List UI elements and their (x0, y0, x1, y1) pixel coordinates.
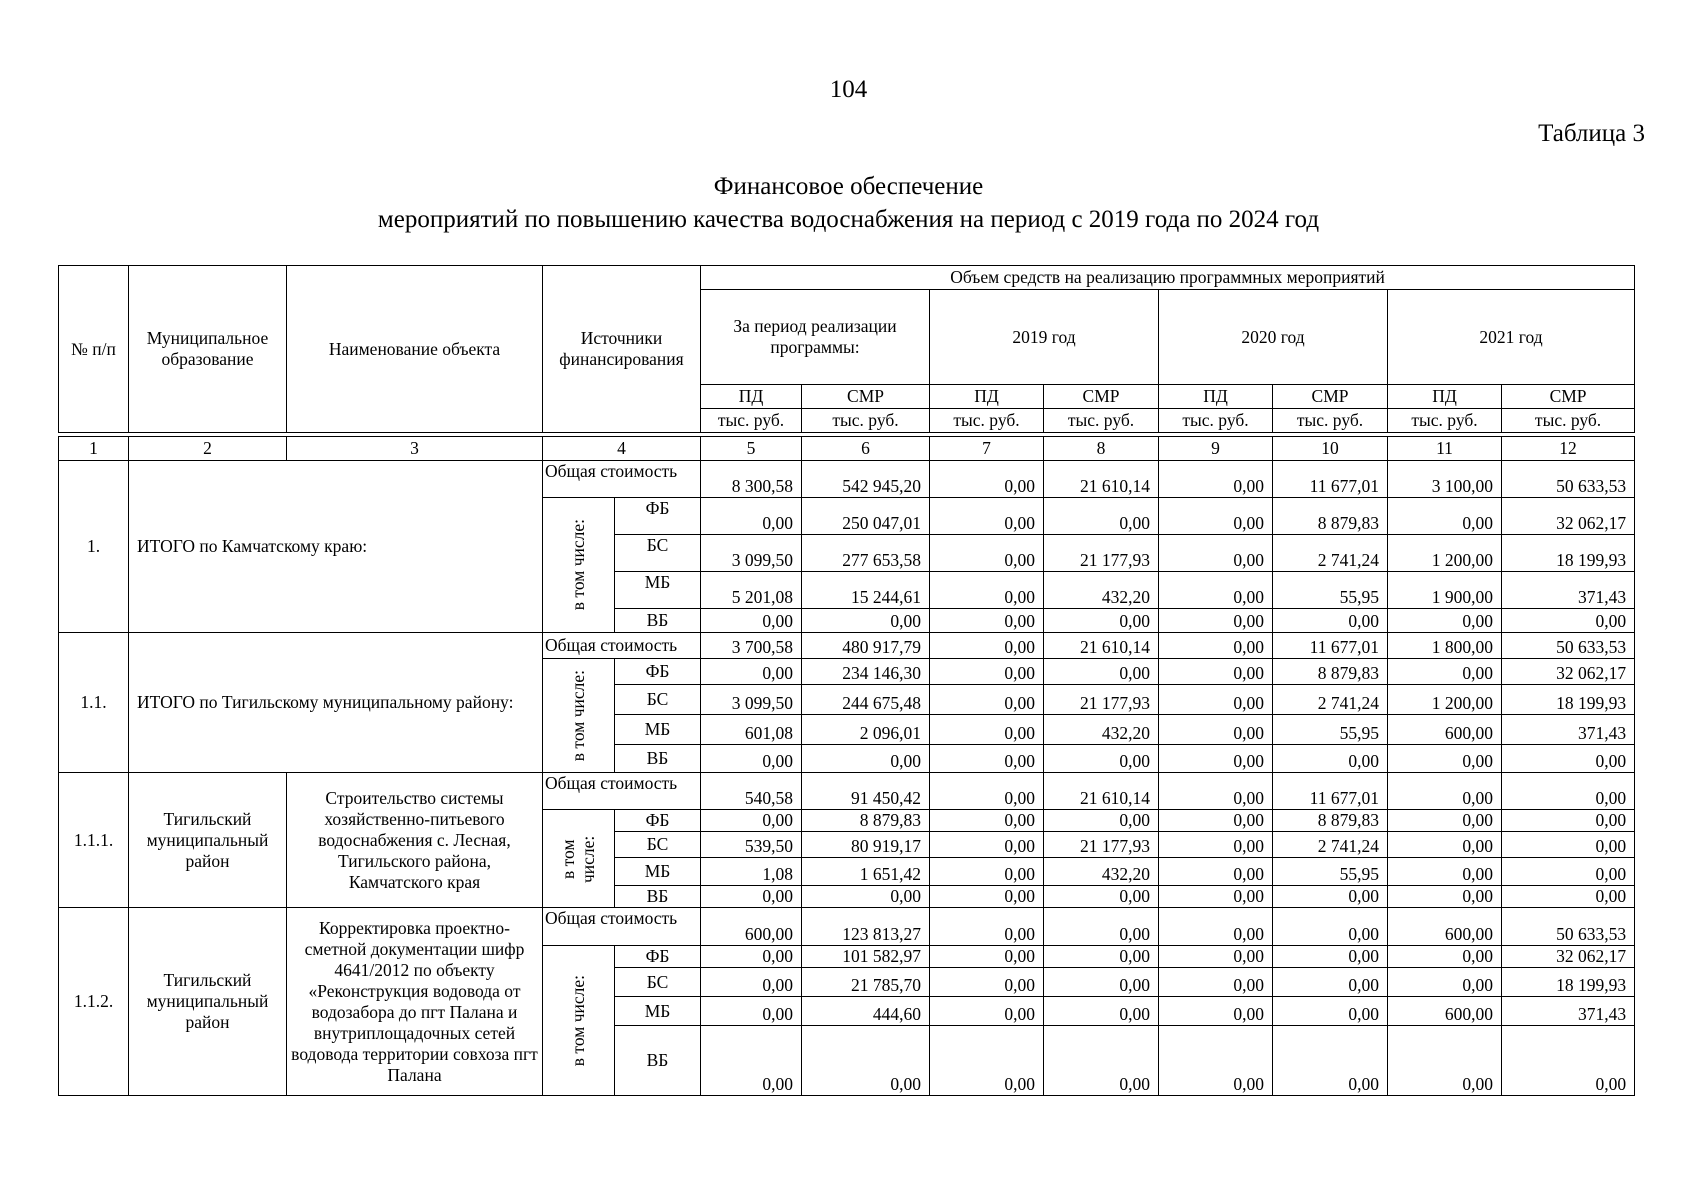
value-cell: 600,00 (1388, 715, 1502, 745)
value-cell: 8 879,83 (1273, 498, 1388, 535)
table-title (0, 170, 1697, 236)
source-label: ВБ (615, 745, 701, 773)
value-cell: 0,00 (1388, 1026, 1502, 1096)
value-cell: 0,00 (1388, 745, 1502, 773)
value-cell: 11 677,01 (1273, 773, 1388, 810)
header-2019: 2019 год (930, 290, 1159, 385)
row-number: 1. (59, 461, 129, 633)
value-cell: 55,95 (1273, 715, 1388, 745)
value-cell: 0,00 (1388, 498, 1502, 535)
value-cell: 8 879,83 (1273, 810, 1388, 832)
source-label: БС (615, 968, 701, 997)
value-cell: 0,00 (701, 1026, 802, 1096)
value-cell: 0,00 (701, 609, 802, 633)
source-label: БС (615, 535, 701, 572)
value-cell: 0,00 (1159, 997, 1273, 1026)
source-label: ФБ (615, 810, 701, 832)
value-cell: 0,00 (930, 685, 1044, 715)
value-cell: 123 813,27 (802, 908, 930, 946)
value-cell: 0,00 (930, 633, 1044, 659)
value-cell: 371,43 (1502, 997, 1635, 1026)
value-cell: 0,00 (930, 968, 1044, 997)
value-cell: 0,00 (1159, 946, 1273, 968)
value-cell: 0,00 (1159, 535, 1273, 572)
value-cell: 600,00 (701, 908, 802, 946)
header-pd: ПД (1388, 385, 1502, 409)
value-cell: 0,00 (1044, 745, 1159, 773)
including-label: в том числе: (568, 669, 589, 762)
value-cell: 0,00 (1159, 715, 1273, 745)
value-cell: 0,00 (930, 997, 1044, 1026)
value-cell: 250 047,01 (802, 498, 930, 535)
value-cell: 3 100,00 (1388, 461, 1502, 498)
value-cell: 32 062,17 (1502, 659, 1635, 685)
value-cell: 2 741,24 (1273, 685, 1388, 715)
value-cell: 0,00 (930, 1026, 1044, 1096)
value-cell: 21 610,14 (1044, 633, 1159, 659)
source-label: МБ (615, 572, 701, 609)
value-cell: 0,00 (930, 908, 1044, 946)
header-smr: СМР (802, 385, 930, 409)
value-cell: 0,00 (1273, 886, 1388, 908)
value-cell: 0,00 (1159, 609, 1273, 633)
value-cell: 0,00 (1044, 908, 1159, 946)
source-label: ВБ (615, 1026, 701, 1096)
value-cell: 21 177,93 (1044, 535, 1159, 572)
col-number: 11 (1388, 437, 1502, 461)
row-municipality: Тигильский муниципальный район (129, 908, 287, 1096)
value-cell: 80 919,17 (802, 832, 930, 858)
col-number: 7 (930, 437, 1044, 461)
total-cost-label: Общая стоимость (543, 773, 701, 810)
value-cell: 11 677,01 (1273, 633, 1388, 659)
header-pd: ПД (1159, 385, 1273, 409)
financial-table-wrapper (58, 265, 1634, 1096)
header-smr: СМР (1044, 385, 1159, 409)
value-cell: 0,00 (1159, 498, 1273, 535)
value-cell: 0,00 (930, 832, 1044, 858)
value-cell: 0,00 (1159, 908, 1273, 946)
value-cell: 0,00 (701, 659, 802, 685)
value-cell: 0,00 (1502, 858, 1635, 886)
value-cell: 3 099,50 (701, 685, 802, 715)
value-cell: 8 879,83 (802, 810, 930, 832)
value-cell: 2 741,24 (1273, 535, 1388, 572)
value-cell: 0,00 (1159, 685, 1273, 715)
value-cell: 0,00 (802, 886, 930, 908)
value-cell: 0,00 (1502, 745, 1635, 773)
row-number: 1.1.2. (59, 908, 129, 1096)
table-row (59, 773, 1635, 810)
value-cell: 2 741,24 (1273, 832, 1388, 858)
value-cell: 1 200,00 (1388, 535, 1502, 572)
value-cell: 0,00 (1502, 886, 1635, 908)
value-cell: 0,00 (1159, 745, 1273, 773)
value-cell: 0,00 (1159, 886, 1273, 908)
value-cell: 0,00 (930, 715, 1044, 745)
value-cell: 480 917,79 (802, 633, 930, 659)
value-cell: 1 200,00 (1388, 685, 1502, 715)
source-label: ВБ (615, 609, 701, 633)
value-cell: 18 199,93 (1502, 968, 1635, 997)
value-cell: 444,60 (802, 997, 930, 1026)
value-cell: 21 177,93 (1044, 685, 1159, 715)
value-cell: 432,20 (1044, 858, 1159, 886)
value-cell: 0,00 (802, 609, 930, 633)
col-number: 8 (1044, 437, 1159, 461)
value-cell: 21 610,14 (1044, 461, 1159, 498)
value-cell: 0,00 (1273, 745, 1388, 773)
value-cell: 55,95 (1273, 858, 1388, 886)
value-cell: 0,00 (1388, 810, 1502, 832)
including-label: в том числе: (568, 519, 589, 611)
value-cell: 0,00 (802, 1026, 930, 1096)
value-cell: 600,00 (1388, 997, 1502, 1026)
value-cell: 0,00 (930, 858, 1044, 886)
value-cell: 0,00 (701, 946, 802, 968)
value-cell: 371,43 (1502, 572, 1635, 609)
value-cell: 0,00 (930, 461, 1044, 498)
value-cell: 0,00 (701, 968, 802, 997)
source-label: МБ (615, 997, 701, 1026)
value-cell: 0,00 (1159, 858, 1273, 886)
value-cell: 0,00 (1044, 886, 1159, 908)
including-label-cell (543, 659, 615, 773)
value-cell: 1 800,00 (1388, 633, 1502, 659)
value-cell: 8 879,83 (1273, 659, 1388, 685)
value-cell: 432,20 (1044, 572, 1159, 609)
value-cell: 5 201,08 (701, 572, 802, 609)
value-cell: 0,00 (1159, 832, 1273, 858)
financial-table (58, 265, 1635, 1096)
value-cell: 2 096,01 (802, 715, 930, 745)
value-cell: 15 244,61 (802, 572, 930, 609)
col-number: 12 (1502, 437, 1635, 461)
header-num: № п/п (59, 266, 129, 433)
value-cell: 0,00 (1159, 968, 1273, 997)
row-object-name: Корректировка проектно-сметной документации шифр 4641/2012 по объекту «Реконструкция водовода от водозабора до пгт Палана и внутриплощадочных сетей водовода территории совхоза пгт Палана (287, 908, 543, 1096)
value-cell: 600,00 (1388, 908, 1502, 946)
value-cell: 55,95 (1273, 572, 1388, 609)
value-cell: 0,00 (1044, 946, 1159, 968)
value-cell: 0,00 (1388, 659, 1502, 685)
title-line-1: Финансовое обеспечение (713, 173, 984, 200)
value-cell: 0,00 (1159, 633, 1273, 659)
total-cost-label: Общая стоимость (543, 461, 701, 498)
value-cell: 0,00 (1502, 609, 1635, 633)
value-cell: 50 633,53 (1502, 633, 1635, 659)
value-cell: 1 651,42 (802, 858, 930, 886)
header-unit: тыс. руб. (1273, 409, 1388, 433)
col-number: 4 (543, 437, 701, 461)
source-label: ФБ (615, 946, 701, 968)
header-unit: тыс. руб. (1502, 409, 1635, 433)
table-label: Таблица 3 (1538, 120, 1645, 147)
col-number: 9 (1159, 437, 1273, 461)
header-unit: тыс. руб. (701, 409, 802, 433)
value-cell: 0,00 (930, 946, 1044, 968)
value-cell: 0,00 (930, 886, 1044, 908)
value-cell: 0,00 (930, 659, 1044, 685)
header-unit: тыс. руб. (1159, 409, 1273, 433)
value-cell: 0,00 (930, 498, 1044, 535)
header-period-total: За период реализации программы: (701, 290, 930, 385)
header-2020: 2020 год (1159, 290, 1388, 385)
col-number: 10 (1273, 437, 1388, 461)
row-number: 1.1. (59, 633, 129, 773)
header-unit: тыс. руб. (1044, 409, 1159, 433)
source-label: БС (615, 685, 701, 715)
value-cell: 8 300,58 (701, 461, 802, 498)
value-cell: 539,50 (701, 832, 802, 858)
value-cell: 234 146,30 (802, 659, 930, 685)
total-cost-label: Общая стоимость (543, 908, 701, 946)
value-cell: 0,00 (1388, 609, 1502, 633)
value-cell: 0,00 (802, 745, 930, 773)
header-smr: СМР (1502, 385, 1635, 409)
value-cell: 91 450,42 (802, 773, 930, 810)
source-label: ВБ (615, 886, 701, 908)
value-cell: 0,00 (930, 810, 1044, 832)
value-cell: 0,00 (1273, 908, 1388, 946)
value-cell: 0,00 (1388, 968, 1502, 997)
value-cell: 0,00 (1273, 968, 1388, 997)
row-municipality: Тигильский муниципальный район (129, 773, 287, 908)
header-unit: тыс. руб. (802, 409, 930, 433)
value-cell: 0,00 (930, 535, 1044, 572)
value-cell: 18 199,93 (1502, 535, 1635, 572)
value-cell: 432,20 (1044, 715, 1159, 745)
header-unit: тыс. руб. (1388, 409, 1502, 433)
table-row (59, 908, 1635, 946)
col-number: 3 (287, 437, 543, 461)
header-2021: 2021 год (1388, 290, 1635, 385)
value-cell: 601,08 (701, 715, 802, 745)
value-cell: 0,00 (1044, 1026, 1159, 1096)
value-cell: 0,00 (1159, 1026, 1273, 1096)
including-label-cell (543, 946, 615, 1096)
value-cell: 0,00 (930, 609, 1044, 633)
header-pd: ПД (930, 385, 1044, 409)
value-cell: 0,00 (701, 498, 802, 535)
header-smr: СМР (1273, 385, 1388, 409)
value-cell: 0,00 (1388, 832, 1502, 858)
value-cell: 0,00 (1502, 773, 1635, 810)
including-label-cell (543, 810, 615, 908)
value-cell: 21 785,70 (802, 968, 930, 997)
value-cell: 50 633,53 (1502, 908, 1635, 946)
col-number: 1 (59, 437, 129, 461)
table-row (59, 633, 1635, 659)
value-cell: 0,00 (1159, 659, 1273, 685)
page-number: 104 (829, 76, 868, 103)
header-municipality: Муниципальное образование (129, 266, 287, 433)
value-cell: 0,00 (1502, 832, 1635, 858)
value-cell: 0,00 (1388, 858, 1502, 886)
value-cell: 101 582,97 (802, 946, 930, 968)
value-cell: 21 610,14 (1044, 773, 1159, 810)
col-number: 2 (129, 437, 287, 461)
header-pd: ПД (701, 385, 802, 409)
value-cell: 11 677,01 (1273, 461, 1388, 498)
value-cell: 0,00 (930, 745, 1044, 773)
header-object-name: Наименование объекта (287, 266, 543, 433)
value-cell: 277 653,58 (802, 535, 930, 572)
value-cell: 0,00 (1388, 946, 1502, 968)
value-cell: 0,00 (701, 997, 802, 1026)
col-number: 6 (802, 437, 930, 461)
value-cell: 21 177,93 (1044, 832, 1159, 858)
value-cell: 18 199,93 (1502, 685, 1635, 715)
value-cell: 0,00 (1273, 997, 1388, 1026)
value-cell: 371,43 (1502, 715, 1635, 745)
value-cell: 0,00 (1159, 572, 1273, 609)
value-cell: 32 062,17 (1502, 498, 1635, 535)
value-cell: 1,08 (701, 858, 802, 886)
including-label-cell (543, 498, 615, 633)
value-cell: 244 675,48 (802, 685, 930, 715)
value-cell: 540,58 (701, 773, 802, 810)
value-cell: 0,00 (1044, 997, 1159, 1026)
value-cell: 0,00 (930, 773, 1044, 810)
value-cell: 0,00 (1044, 659, 1159, 685)
value-cell: 0,00 (1159, 461, 1273, 498)
value-cell: 50 633,53 (1502, 461, 1635, 498)
source-label: ФБ (615, 659, 701, 685)
value-cell: 32 062,17 (1502, 946, 1635, 968)
row-name: ИТОГО по Тигильскому муниципальному району: (129, 633, 543, 773)
value-cell: 0,00 (1044, 968, 1159, 997)
value-cell: 0,00 (1044, 609, 1159, 633)
value-cell: 0,00 (1388, 886, 1502, 908)
source-label: БС (615, 832, 701, 858)
value-cell: 0,00 (1159, 810, 1273, 832)
row-name: ИТОГО по Камчатскому краю: (129, 461, 543, 633)
value-cell: 3 099,50 (701, 535, 802, 572)
value-cell: 0,00 (1388, 773, 1502, 810)
value-cell: 542 945,20 (802, 461, 930, 498)
value-cell: 0,00 (1273, 609, 1388, 633)
value-cell: 0,00 (930, 572, 1044, 609)
header-sources: Источники финансирования (543, 266, 701, 433)
including-label: в том числе: (568, 974, 589, 1067)
source-label: МБ (615, 858, 701, 886)
total-cost-label: Общая стоимость (543, 633, 701, 659)
title-line-2: мероприятий по повышению качества водоснабжения на период с 2019 года по 2024 год (377, 206, 1320, 233)
source-label: ФБ (615, 498, 701, 535)
value-cell: 0,00 (701, 810, 802, 832)
value-cell: 0,00 (1044, 810, 1159, 832)
row-object-name: Строительство системы хозяйственно-питьевого водоснабжения с. Лесная, Тигильского района, Камчатского края (287, 773, 543, 908)
row-number: 1.1.1. (59, 773, 129, 908)
value-cell: 0,00 (701, 745, 802, 773)
value-cell: 0,00 (1159, 773, 1273, 810)
header-unit: тыс. руб. (930, 409, 1044, 433)
value-cell: 0,00 (1044, 498, 1159, 535)
value-cell: 3 700,58 (701, 633, 802, 659)
value-cell: 0,00 (1273, 1026, 1388, 1096)
value-cell: 0,00 (1502, 1026, 1635, 1096)
header-volume: Объем средств на реализацию программных мероприятий (701, 266, 1635, 290)
source-label: МБ (615, 715, 701, 745)
value-cell: 0,00 (1273, 946, 1388, 968)
table-row (59, 461, 1635, 498)
col-number: 5 (701, 437, 802, 461)
value-cell: 0,00 (701, 886, 802, 908)
including-label: в том числе: (558, 834, 599, 883)
value-cell: 1 900,00 (1388, 572, 1502, 609)
value-cell: 0,00 (1502, 810, 1635, 832)
